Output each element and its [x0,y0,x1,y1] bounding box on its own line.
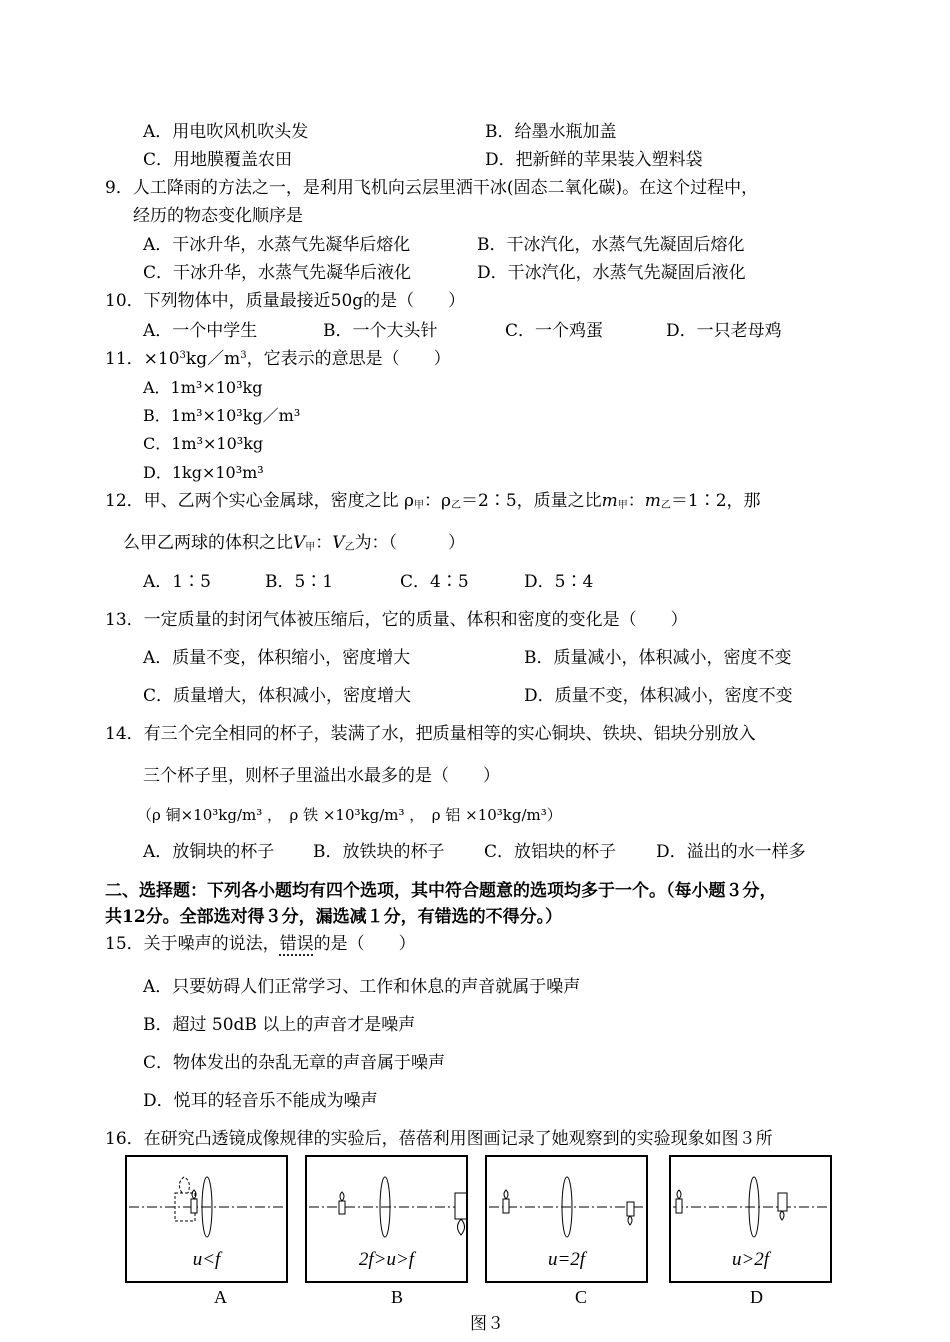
q15-option-a: A．只要妨碍人们正常学习、工作和休息的声音就属于噪声 [143,977,581,997]
q15-option-d: D．悦耳的轻音乐不能成为噪声 [143,1091,378,1111]
q13-option-b: B．质量减小，体积减小，密度不变 [524,648,792,668]
q13-option-c: C．质量增大，体积减小，密度增大 [143,686,412,706]
q11-option-b: B．1m³×10³kg／m³ [143,406,301,425]
q12-option-b: B．5∶1 [265,572,334,592]
figure-c-condition: u=2f [547,1249,586,1270]
q12-option-c: C．4∶5 [400,572,469,592]
figure-d-panel [669,1155,832,1283]
q14-stem-line1: 14．有三个完全相同的杯子，装满了水，把质量相等的实心铜块、铁块、铝块分别放入 [105,724,756,744]
q9-option-a: A．干冰升华，水蒸气先凝华后熔化 [143,235,411,255]
q11-option-d: D．1kg×10³m³ [143,463,264,482]
q15-stem: 15．关于噪声的说法，错误的是（ ） [105,934,416,954]
q9-option-d: D．干冰汽化，水蒸气先凝固后液化 [477,263,746,283]
q14-option-d: D．溢出的水一样多 [656,842,806,862]
q9-option-b: B．干冰汽化，水蒸气先凝固后熔化 [477,235,745,255]
figure-a-label: A [214,1287,227,1307]
figure-d-condition: u>2f [731,1249,770,1270]
figure-d-label: D [750,1287,763,1307]
q12-option-d: D．5∶4 [524,572,594,592]
q15-option-c: C．物体发出的杂乱无章的声音属于噪声 [143,1053,446,1073]
q12-option-a: A．1∶5 [143,572,211,592]
q15-emphasis: 错误 [279,934,314,954]
q12-stem-line1: 12．甲、乙两个实心金属球，密度之比 $\rho_甲$：$\rho_乙=2∶5$，质量之比$m_甲$：$m_乙=1∶2$，那 [105,491,761,511]
q13-option-d: D．质量不变，体积减小，密度不变 [524,686,793,706]
figure-b-panel [305,1155,468,1283]
q13-option-a: A．质量不变，体积缩小，密度增大 [143,648,411,668]
q8-option-a: A．用电吹风机吹头发 [143,122,309,142]
figure-caption: 图３ [470,1314,504,1334]
section2-heading-line1: 二、选择题：下列各小题均有四个选项，其中符合题意的选项均多于一个。（每小题３分， [105,881,777,901]
q12-stem-line2: 么甲乙两球的体积之比$V_甲$：$V_乙$为：（ ） [123,533,466,553]
q8-option-b: B．给墨水瓶加盖 [485,122,617,142]
q14-option-c: C．放铝块的杯子 [484,842,617,862]
q8-option-c: C．用地膜覆盖农田 [143,150,293,170]
q14-option-a: A．放铜块的杯子 [143,842,275,862]
figure-c-panel [485,1155,648,1283]
q10-option-a: A．一个中学生 [143,321,258,341]
q16-stem: 16．在研究凸透镜成像规律的实验后，蓓蓓利用图画记录了她观察到的实验现象如图３所 [105,1129,773,1149]
figure-a-panel [125,1155,288,1283]
figure-b-label: B [391,1287,404,1307]
q9-stem-line2: 经历的物态变化顺序是 [133,206,303,226]
q8-option-d: D．把新鲜的苹果装入塑料袋 [485,150,703,170]
q11-stem: 11．$\times 10^3kg/m^3$，它表示的意思是（ ） [105,349,451,369]
figure-b-condition: 2f>u>f [358,1249,415,1270]
q10-option-c: C．一个鸡蛋 [505,321,604,341]
q10-option-d: D．一只老母鸡 [666,321,782,341]
figure-a-condition: u<f [192,1249,221,1270]
q11-option-c: C．1m³×10³kg [143,434,264,453]
q14-stem-line2: 三个杯子里，则杯子里溢出水最多的是（ ） [143,766,500,786]
q9-option-c: C．干冰升华，水蒸气先凝华后液化 [143,263,412,283]
q14-option-b: B．放铁块的杯子 [313,842,445,862]
figure-c-label: C [575,1287,588,1307]
q13-stem: 13．一定质量的封闭气体被压缩后，它的质量、体积和密度的变化是（ ） [105,610,688,630]
q11-option-a: A．1m³×10³kg [143,378,263,397]
q10-option-b: B．一个大头针 [323,321,438,341]
q9-stem-line1: 9．人工降雨的方法之一，是利用飞机向云层里洒干冰(固态二氧化碳)。在这个过程中， [105,178,759,198]
q10-stem: 10．下列物体中，质量最接近50g的是（ ） [105,291,466,311]
q15-option-b: B．超过 50dB 以上的声音才是噪声 [143,1015,416,1035]
section2-heading-line2: 共12分。全部选对得３分，漏选减１分，有错选的不得分。） [105,907,563,927]
q14-density-note: （ρ 铜×10³kg/m³ ， ρ 铁 ×10³kg/m³ ， ρ 铝 ×10³kg/m³） [137,806,562,824]
